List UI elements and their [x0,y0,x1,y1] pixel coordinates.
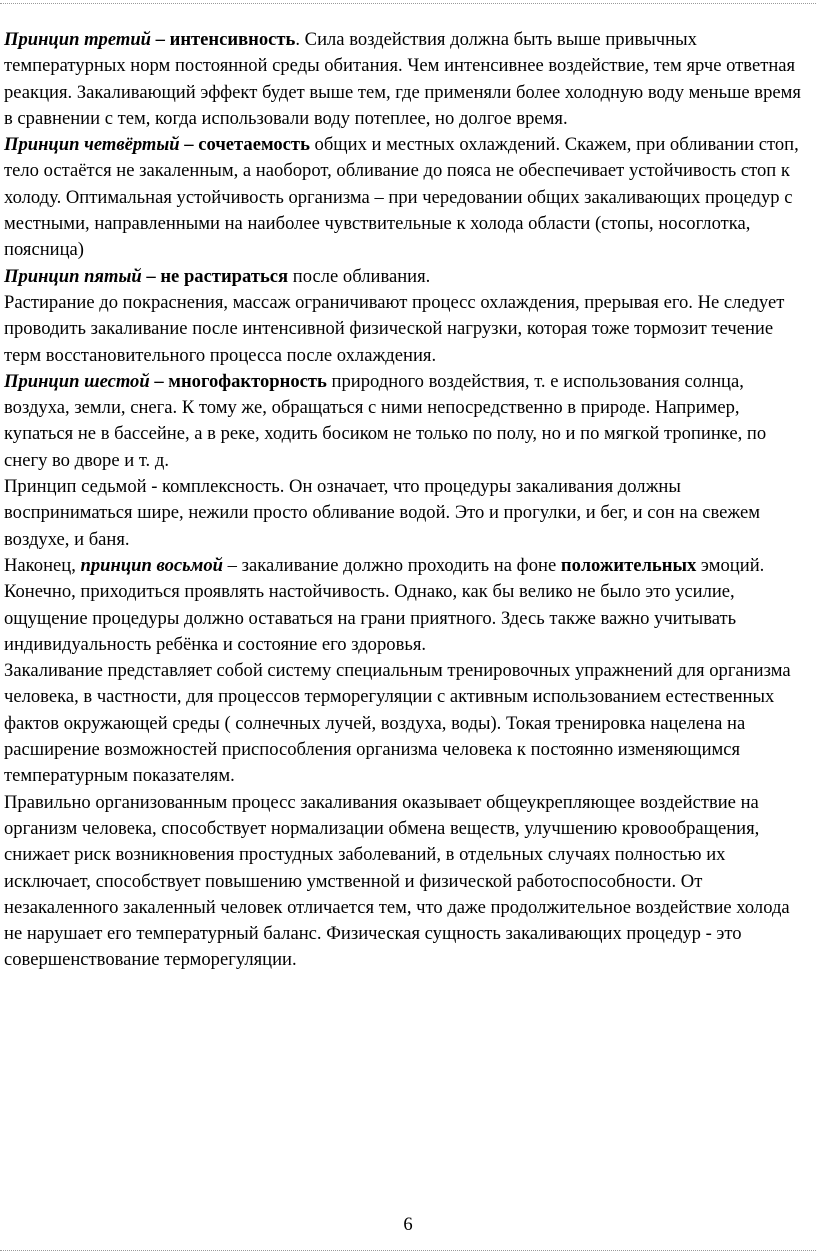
principle-5-name: – не растираться [141,265,289,287]
hardening-effect-text: Правильно организованным процесс закаливания оказывает общеукрепляющее воздействие на организм человека, способствует нормализации обмена веществ, улучшению кровообращения, снижает риск возникновения простудных заболеваний, в отдельных случаях полностью их исключает, способствует повышению умственной и физической работоспособности. От незакаленного закаленный человек отличается тем, что даже продолжительное воздействие холода не нарушает его температурный баланс. Физическая сущность закаливающих процедур - это совершенствование терморегуляции. [4,791,790,971]
paragraph-hardening-effect [4,790,812,974]
principle-4-name: – сочетаемость [179,134,310,156]
principle-8-intro: Наконец, [4,554,81,576]
principle-5-title: Принцип пятый [4,265,142,287]
paragraph-principle-4 [4,132,812,263]
rubbing-text: Растирание до покраснения, массаж ограничивают процесс охлаждения, прерывая его. Не следует проводить закаливание после интенсивной физической нагрузки, которая тоже тормозит течение терм восстановительного процесса после охлаждения. [4,291,785,366]
principle-8-emphasis: положительных [560,554,697,576]
document-body [4,27,812,974]
paragraph-principle-8 [4,553,812,658]
principle-4-text: общих и местных охлаждений. Скажем, при обливании стоп, тело остаётся не закаленным, а наоборот, обливание до пояса не обеспечивает устойчивость стоп к холоду. Оптимальная устойчивость организма – при чередовании общих закаливающих процедур с местными, направленными на наиболее чувствительные к холода области (стопы, носоглотка, поясница) [4,134,799,261]
principle-6-text: природного воздействия, т. е использования солнца, воздуха, земли, снега. К тому же, обращаться с ними непосредственно в природе. Например, купаться не в бассейне, а в реке, ходить босиком не только по полу, но и по мягкой тропинке, по снегу во дворе и т. д. [4,370,767,471]
paragraph-principle-5 [4,264,812,290]
paragraph-principle-3 [4,27,812,132]
principle-7-text: Принцип седьмой - комплексность. Он означает, что процедуры закаливания должны восприниматься шире, нежили просто обливание водой. Это и прогулки, и бег, и сон на свежем воздухе, и баня. [4,476,761,550]
principle-6-title: Принцип шестой [4,370,150,392]
paragraph-principle-7 [4,474,812,553]
principle-8-text-2: эмоций. Конечно, приходиться проявлять настойчивость. Однако, как бы велико не было это усилие, ощущение процедуры должно оставаться на грани приятного. Здесь также важно учитывать индивидуальность ребёнка и состояние его здоровья. [4,554,765,655]
page-number: 6 [403,1214,413,1235]
principle-8-title: принцип восьмой [80,554,223,576]
principle-3-name: – интенсивность [151,29,296,50]
paragraph-rubbing [4,290,812,369]
paragraph-principle-6 [4,369,812,474]
principle-6-name: – многофакторность [149,370,327,392]
bottom-dotted-border [0,1250,816,1251]
hardening-system-text: Закаливание представляет собой систему специальным тренировочных упражнений для организма человека, в частности, для процессов терморегуляции с активным использованием естественных фактов окружающей среды ( солнечных лучей, воздуха, воды). Токая тренировка нацелена на расширение возможностей приспособления организма человека к постоянно изменяющимся температурным показателям. [4,660,791,787]
principle-8-text-1: – закаливание должно проходить на фоне [223,554,561,576]
principle-5-text: после обливания. [288,265,431,287]
principle-4-title: Принцип четвёртый [4,134,180,156]
paragraph-hardening-system [4,658,812,789]
principle-3-title: Принцип третий [4,29,152,50]
principle-3-text: . Сила воздействия должна быть выше привычных температурных норм постоянной среды обитания. Чем интенсивнее воздействие, тем ярче ответная реакция. Закаливающий эффект будет выше тем, где применяли более холодную воду меньше время в сравнении с тем, когда использовали воду потеплее, но долгое время. [4,29,801,129]
top-dotted-border [0,3,816,4]
